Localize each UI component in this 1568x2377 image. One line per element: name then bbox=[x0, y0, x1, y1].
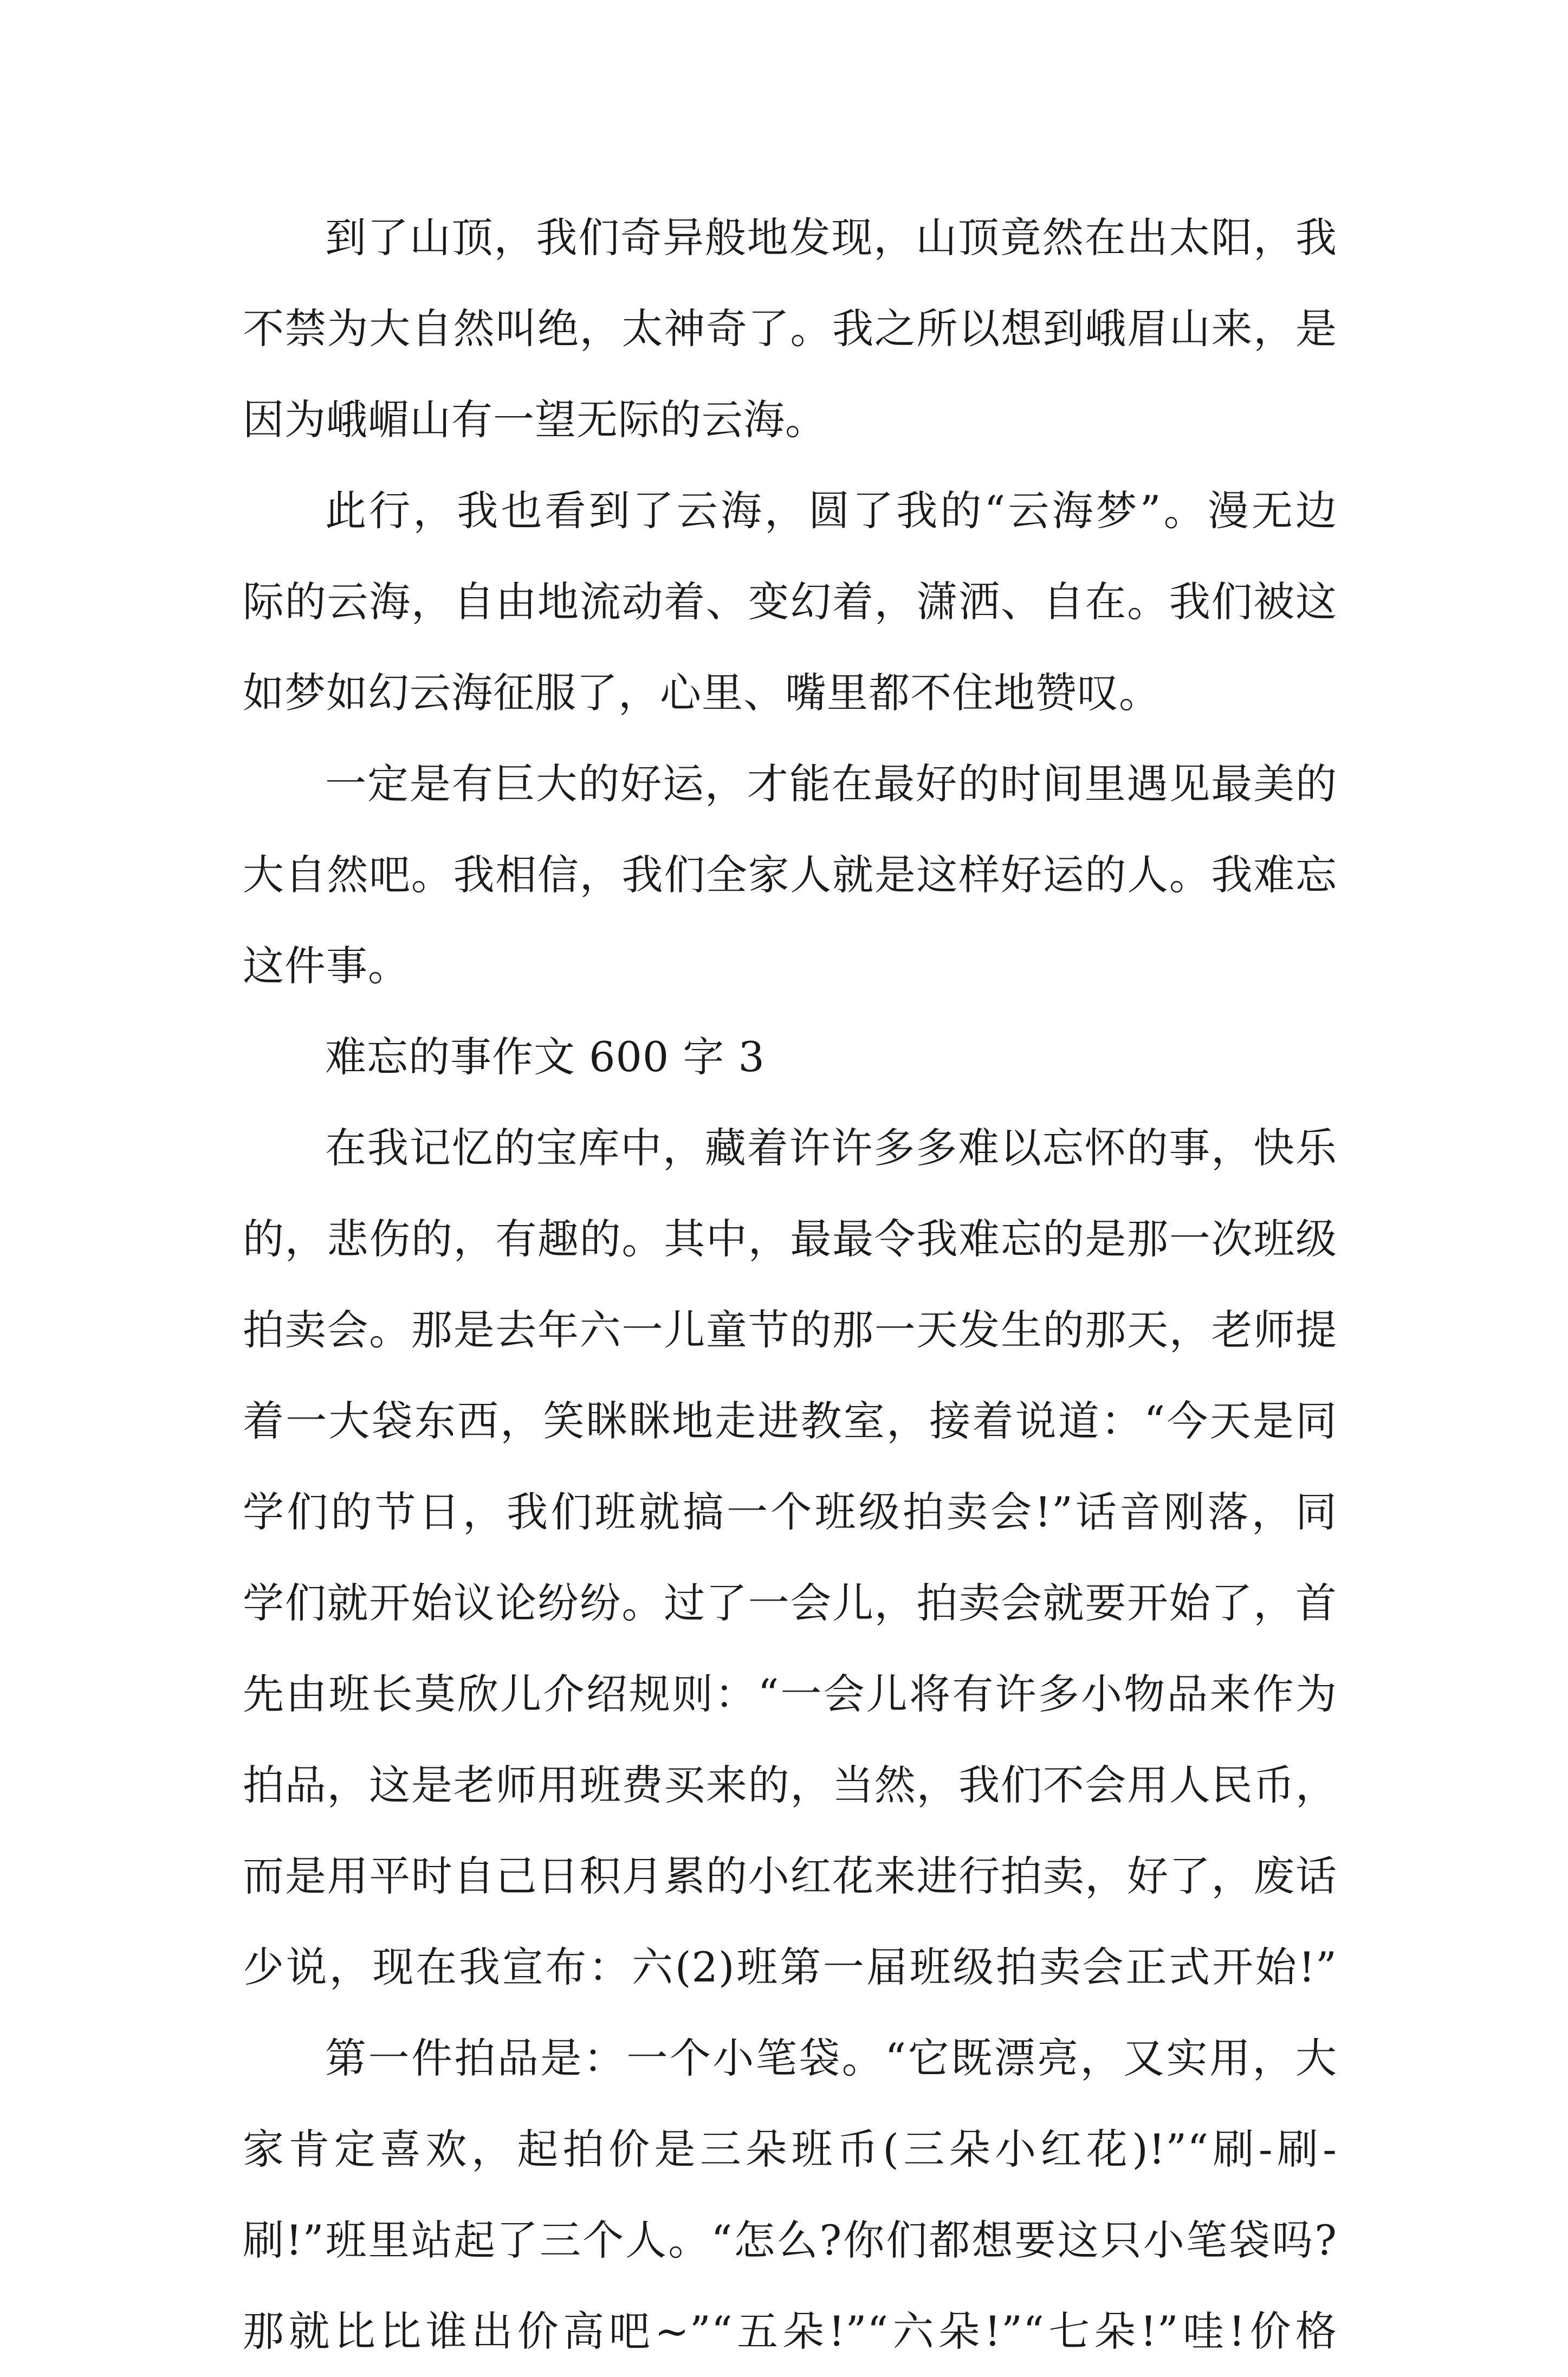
paragraph-1-line-2: 不禁为大自然叫绝，太神奇了。我之所以想到峨眉山来，是 bbox=[243, 305, 1337, 353]
paragraph-6-line-3: 刷!”班里站起了三个人。“怎么?你们都想要这只小笔袋吗? bbox=[243, 2216, 1337, 2264]
paragraph-5-line-1: 在我记忆的宝库中，藏着许许多多难以忘怀的事，快乐 bbox=[325, 1124, 1337, 1172]
paragraph-6-line-1: 第一件拍品是：一个小笔袋。“它既漂亮，又实用，大 bbox=[325, 2034, 1337, 2082]
paragraph-3-line-2: 大自然吧。我相信，我们全家人就是这样好运的人。我难忘 bbox=[243, 851, 1337, 899]
document-body bbox=[243, 192, 1337, 2377]
paragraph-5-line-4: 着一大袋东西，笑眯眯地走进教室，接着说道：“今天是同 bbox=[243, 1397, 1337, 1445]
paragraph-1-line-1: 到了山顶，我们奇异般地发现，山顶竟然在出太阳，我 bbox=[325, 213, 1337, 262]
paragraph-3-line-3: 这件事。 bbox=[243, 942, 410, 990]
paragraph-6-line-2: 家肯定喜欢，起拍价是三朵班币(三朵小红花)!”“刷-刷- bbox=[243, 2125, 1337, 2173]
section-heading: 难忘的事作文 600 字 3 bbox=[325, 1033, 765, 1081]
paragraph-1-line-3: 因为峨嵋山有一望无际的云海。 bbox=[243, 396, 827, 444]
paragraph-5-line-6: 学们就开始议论纷纷。过了一会儿，拍卖会就要开始了，首 bbox=[243, 1579, 1337, 1627]
paragraph-5-line-3: 拍卖会。那是去年六一儿童节的那一天发生的那天，老师提 bbox=[243, 1306, 1337, 1354]
paragraph-5-line-9: 而是用平时自己日积月累的小红花来进行拍卖，好了，废话 bbox=[243, 1852, 1337, 1900]
paragraph-5-line-7: 先由班长莫欣儿介绍规则：“一会儿将有许多小物品来作为 bbox=[243, 1670, 1337, 1718]
paragraph-5-line-10: 少说，现在我宣布：六(2)班第一届班级拍卖会正式开始!” bbox=[243, 1943, 1337, 1991]
paragraph-5-line-5: 学们的节日，我们班就搞一个班级拍卖会!”话音刚落，同 bbox=[243, 1488, 1337, 1536]
paragraph-5-line-2: 的，悲伤的，有趣的。其中，最最令我难忘的是那一次班级 bbox=[243, 1215, 1337, 1263]
paragraph-3-line-1: 一定是有巨大的好运，才能在最好的时间里遇见最美的 bbox=[325, 760, 1337, 808]
paragraph-2-line-1: 此行，我也看到了云海，圆了我的“云海梦”。漫无边 bbox=[325, 487, 1337, 535]
paragraph-2-line-2: 际的云海，自由地流动着、变幻着，潇洒、自在。我们被这 bbox=[243, 578, 1337, 626]
paragraph-2-line-3: 如梦如幻云海征服了，心里、嘴里都不住地赞叹。 bbox=[243, 669, 1161, 717]
paragraph-5-line-8: 拍品，这是老师用班费买来的，当然，我们不会用人民币， bbox=[243, 1761, 1337, 1809]
paragraph-6-line-4: 那就比比谁出价高吧~”“五朵!”“六朵!”“七朵!”哇!价格 bbox=[243, 2307, 1337, 2355]
